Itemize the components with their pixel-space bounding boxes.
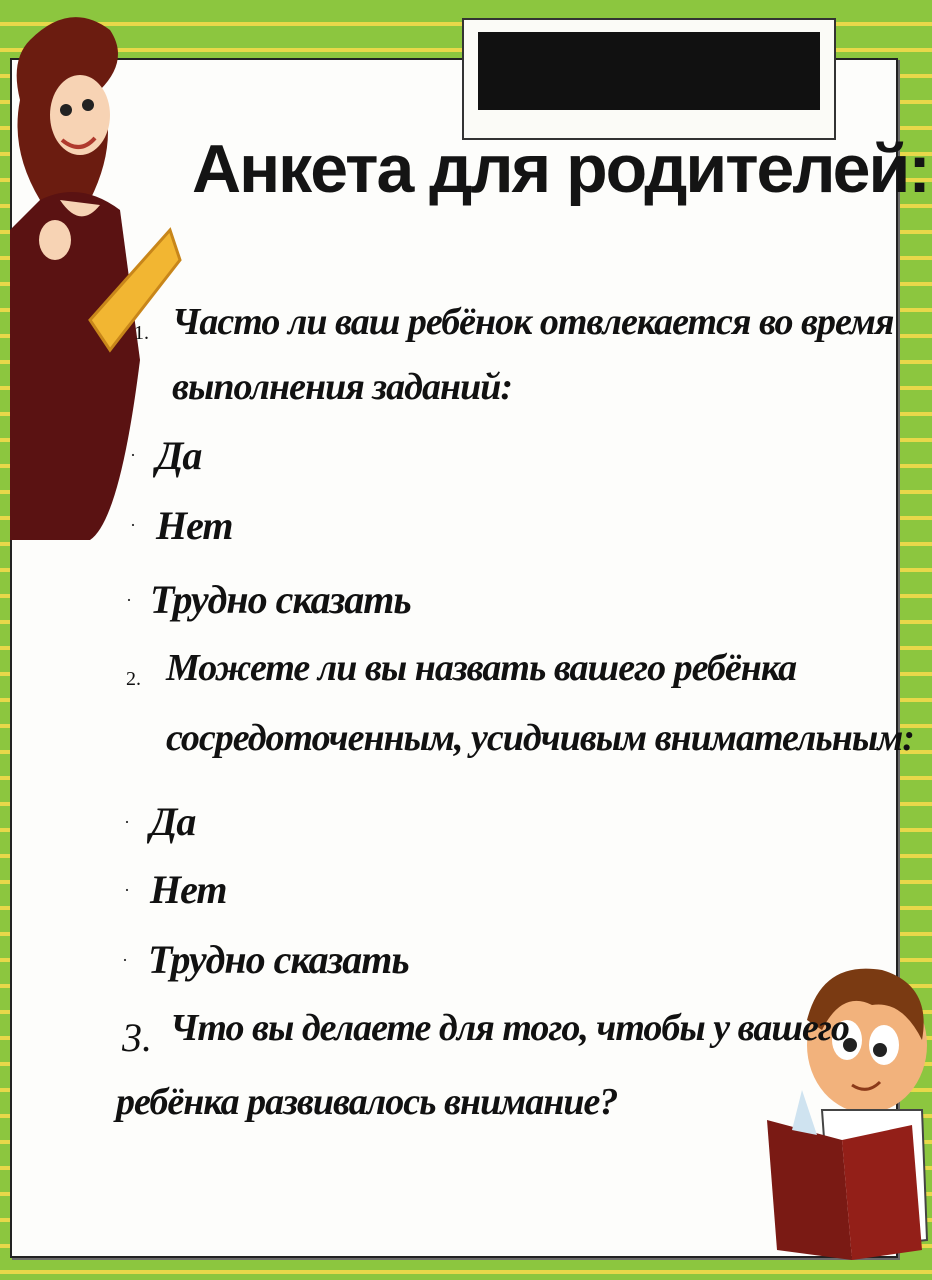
bullet: · (124, 812, 130, 832)
bullet: · (130, 515, 136, 535)
bullet: · (124, 880, 130, 900)
question-2-option-1: Да (150, 799, 196, 844)
boy-illustration (762, 950, 932, 1280)
question-1-line-1: Часто ли ваш ребёнок отвлекается во время (172, 301, 894, 343)
bullet: · (130, 445, 136, 465)
header-tab (462, 18, 836, 140)
question-3-number: 3. (122, 1015, 152, 1060)
question-3-line-2: ребёнка развивалось внимание? (116, 1081, 618, 1123)
question-2-line-1: Можете ли вы назвать вашего ребёнка (166, 647, 797, 689)
bullet: · (122, 950, 128, 970)
question-2-option-3: Трудно сказать (148, 937, 409, 982)
question-1-option-2: Нет (156, 503, 233, 548)
bullet: · (126, 590, 132, 610)
question-3-line-1: Что вы делаете для того, чтобы у вашего (170, 1007, 849, 1049)
question-1-option-1: Да (156, 433, 202, 478)
question-2-option-2: Нет (150, 867, 227, 912)
question-1-line-2: выполнения заданий: (172, 366, 512, 408)
question-1-option-3: Трудно сказать (150, 577, 411, 622)
question-1-number: 1. (134, 322, 149, 344)
question-2-number: 2. (126, 668, 141, 690)
page-title: Анкета для родителей: (192, 131, 929, 207)
redacted-header-block (478, 32, 820, 110)
question-2-line-2: сосредоточенным, усидчивым внимательным: (166, 717, 914, 759)
